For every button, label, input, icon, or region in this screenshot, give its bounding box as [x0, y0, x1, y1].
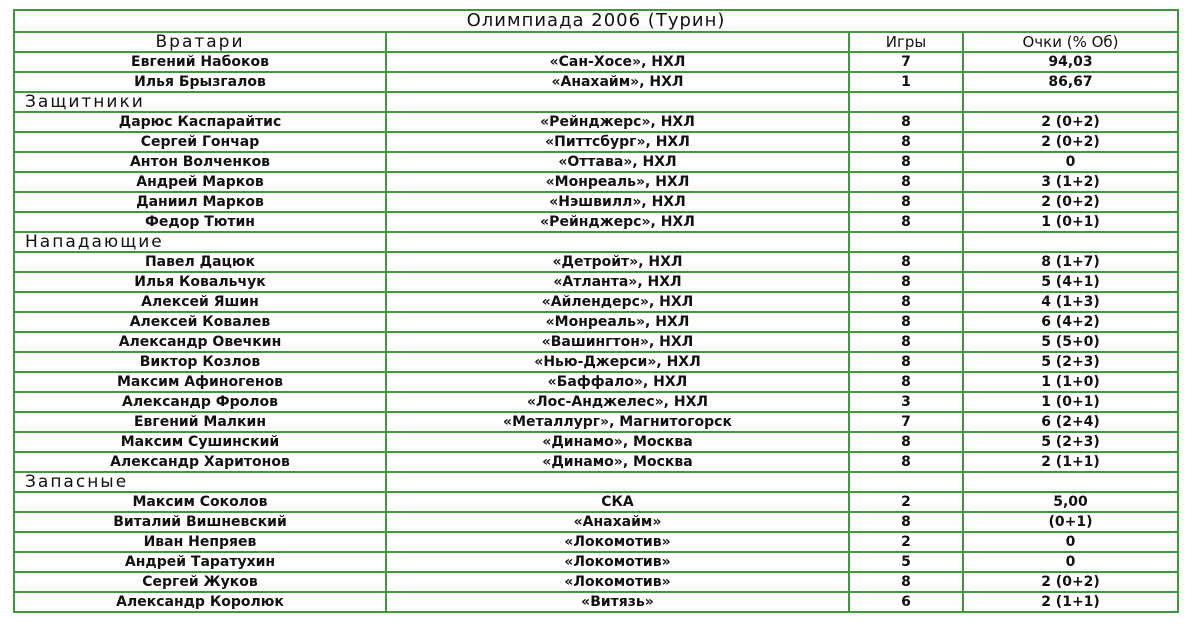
- club-header-cell: [386, 32, 849, 52]
- player-name: Даниил Марков: [14, 192, 386, 212]
- player-row: [14, 132, 1178, 152]
- games-column-header: Игры: [849, 32, 963, 52]
- player-name: Александр Харитонов: [14, 452, 386, 472]
- title-row: [14, 10, 1178, 32]
- points-header-cell: [963, 92, 1178, 112]
- player-club: «Монреаль», НХЛ: [386, 312, 849, 332]
- player-club: «Динамо», Москва: [386, 432, 849, 452]
- player-row: [14, 112, 1178, 132]
- section-header-row: [14, 92, 1178, 112]
- points-header-cell: [963, 472, 1178, 492]
- player-row: [14, 532, 1178, 552]
- player-club: «Нью-Джерси», НХЛ: [386, 352, 849, 372]
- player-games: 8: [849, 272, 963, 292]
- player-points: 2 (0+2): [963, 572, 1178, 592]
- player-games: 8: [849, 132, 963, 152]
- player-points: 2 (0+2): [963, 132, 1178, 152]
- player-row: [14, 152, 1178, 172]
- player-club: «Витязь»: [386, 592, 849, 612]
- club-header-cell: [386, 92, 849, 112]
- player-games: 8: [849, 352, 963, 372]
- player-games: 5: [849, 552, 963, 572]
- club-header-cell: [386, 472, 849, 492]
- player-club: «Динамо», Москва: [386, 452, 849, 472]
- player-name: Евгений Набоков: [14, 52, 386, 72]
- player-row: [14, 172, 1178, 192]
- olympic-roster-table: [13, 9, 1179, 613]
- player-name: Павел Дацюк: [14, 252, 386, 272]
- player-games: 8: [849, 572, 963, 592]
- section-heading: Нападающие: [14, 232, 386, 252]
- player-row: [14, 412, 1178, 432]
- player-row: [14, 452, 1178, 472]
- player-row: [14, 72, 1178, 92]
- player-games: 8: [849, 112, 963, 132]
- player-points: 5 (4+1): [963, 272, 1178, 292]
- section-header-row: [14, 32, 1178, 52]
- player-games: 7: [849, 412, 963, 432]
- player-name: Антон Волченков: [14, 152, 386, 172]
- player-points: 5 (2+3): [963, 432, 1178, 452]
- player-points: (0+1): [963, 512, 1178, 532]
- player-name: Илья Брызгалов: [14, 72, 386, 92]
- player-points: 2 (0+2): [963, 192, 1178, 212]
- player-points: 1 (0+1): [963, 392, 1178, 412]
- player-games: 2: [849, 492, 963, 512]
- player-club: «Баффало», НХЛ: [386, 372, 849, 392]
- player-points: 0: [963, 532, 1178, 552]
- section-heading: Защитники: [14, 92, 386, 112]
- games-header-cell: [849, 92, 963, 112]
- points-header-cell: [963, 232, 1178, 252]
- player-name: Максим Афиногенов: [14, 372, 386, 392]
- player-games: 8: [849, 292, 963, 312]
- player-name: Алексей Яшин: [14, 292, 386, 312]
- player-games: 6: [849, 592, 963, 612]
- player-name: Андрей Марков: [14, 172, 386, 192]
- player-games: 8: [849, 512, 963, 532]
- roster-body: [14, 32, 1178, 612]
- club-header-cell: [386, 232, 849, 252]
- player-name: Максим Сушинский: [14, 432, 386, 452]
- player-row: [14, 392, 1178, 412]
- player-club: «Рейнджерс», НХЛ: [386, 212, 849, 232]
- games-header-cell: [849, 472, 963, 492]
- player-row: [14, 52, 1178, 72]
- player-name: Виталий Вишневский: [14, 512, 386, 532]
- player-games: 8: [849, 312, 963, 332]
- player-name: Александр Королюк: [14, 592, 386, 612]
- player-games: 8: [849, 172, 963, 192]
- table-title: Олимпиада 2006 (Турин): [14, 10, 1178, 32]
- player-points: 4 (1+3): [963, 292, 1178, 312]
- player-games: 8: [849, 452, 963, 472]
- player-club: «Лос-Анджелес», НХЛ: [386, 392, 849, 412]
- player-points: 86,67: [963, 72, 1178, 92]
- player-club: «Монреаль», НХЛ: [386, 172, 849, 192]
- section-heading: Вратари: [14, 32, 386, 52]
- player-club: «Анахайм», НХЛ: [386, 72, 849, 92]
- player-points: 94,03: [963, 52, 1178, 72]
- player-club: «Оттава», НХЛ: [386, 152, 849, 172]
- player-games: 8: [849, 372, 963, 392]
- player-name: Сергей Гончар: [14, 132, 386, 152]
- section-header-row: [14, 232, 1178, 252]
- player-row: [14, 512, 1178, 532]
- player-club: «Сан-Хосе», НХЛ: [386, 52, 849, 72]
- player-points: 8 (1+7): [963, 252, 1178, 272]
- player-club: «Атланта», НХЛ: [386, 272, 849, 292]
- player-club: «Питтсбург», НХЛ: [386, 132, 849, 152]
- player-points: 2 (0+2): [963, 112, 1178, 132]
- player-points: 3 (1+2): [963, 172, 1178, 192]
- player-name: Андрей Таратухин: [14, 552, 386, 572]
- player-name: Александр Фролов: [14, 392, 386, 412]
- player-club: «Айлендерс», НХЛ: [386, 292, 849, 312]
- player-club: «Анахайм»: [386, 512, 849, 532]
- player-club: СКА: [386, 492, 849, 512]
- player-points: 5 (2+3): [963, 352, 1178, 372]
- player-points: 2 (1+1): [963, 452, 1178, 472]
- player-club: «Рейнджерс», НХЛ: [386, 112, 849, 132]
- player-club: «Локомотив»: [386, 552, 849, 572]
- player-games: 2: [849, 532, 963, 552]
- games-header-cell: [849, 232, 963, 252]
- player-name: Максим Соколов: [14, 492, 386, 512]
- player-row: [14, 292, 1178, 312]
- player-club: «Локомотив»: [386, 532, 849, 552]
- player-row: [14, 272, 1178, 292]
- player-points: 6 (4+2): [963, 312, 1178, 332]
- player-name: Федор Тютин: [14, 212, 386, 232]
- player-row: [14, 332, 1178, 352]
- player-club: «Нэшвилл», НХЛ: [386, 192, 849, 212]
- player-name: Алексей Ковалев: [14, 312, 386, 332]
- player-row: [14, 192, 1178, 212]
- player-games: 8: [849, 192, 963, 212]
- player-points: 1 (0+1): [963, 212, 1178, 232]
- player-points: 0: [963, 552, 1178, 572]
- player-name: Иван Непряев: [14, 532, 386, 552]
- player-points: 2 (1+1): [963, 592, 1178, 612]
- player-points: 1 (1+0): [963, 372, 1178, 392]
- player-club: «Металлург», Магнитогорск: [386, 412, 849, 432]
- player-club: «Вашингтон», НХЛ: [386, 332, 849, 352]
- points-column-header: Очки (% Об): [963, 32, 1178, 52]
- player-games: 7: [849, 52, 963, 72]
- section-heading: Запасные: [14, 472, 386, 492]
- player-games: 8: [849, 332, 963, 352]
- player-games: 1: [849, 72, 963, 92]
- player-name: Виктор Козлов: [14, 352, 386, 372]
- player-points: 5 (5+0): [963, 332, 1178, 352]
- player-row: [14, 372, 1178, 392]
- player-games: 3: [849, 392, 963, 412]
- player-row: [14, 572, 1178, 592]
- player-games: 8: [849, 212, 963, 232]
- player-points: 5,00: [963, 492, 1178, 512]
- player-points: 6 (2+4): [963, 412, 1178, 432]
- player-name: Дарюс Каспарайтис: [14, 112, 386, 132]
- player-club: «Детройт», НХЛ: [386, 252, 849, 272]
- player-games: 8: [849, 432, 963, 452]
- player-name: Сергей Жуков: [14, 572, 386, 592]
- player-points: 0: [963, 152, 1178, 172]
- player-row: [14, 552, 1178, 572]
- player-row: [14, 312, 1178, 332]
- player-name: Александр Овечкин: [14, 332, 386, 352]
- section-header-row: [14, 472, 1178, 492]
- player-games: 8: [849, 152, 963, 172]
- player-name: Илья Ковальчук: [14, 272, 386, 292]
- player-row: [14, 592, 1178, 612]
- player-row: [14, 252, 1178, 272]
- player-row: [14, 212, 1178, 232]
- player-row: [14, 492, 1178, 512]
- player-name: Евгений Малкин: [14, 412, 386, 432]
- player-club: «Локомотив»: [386, 572, 849, 592]
- player-games: 8: [849, 252, 963, 272]
- player-row: [14, 352, 1178, 372]
- player-row: [14, 432, 1178, 452]
